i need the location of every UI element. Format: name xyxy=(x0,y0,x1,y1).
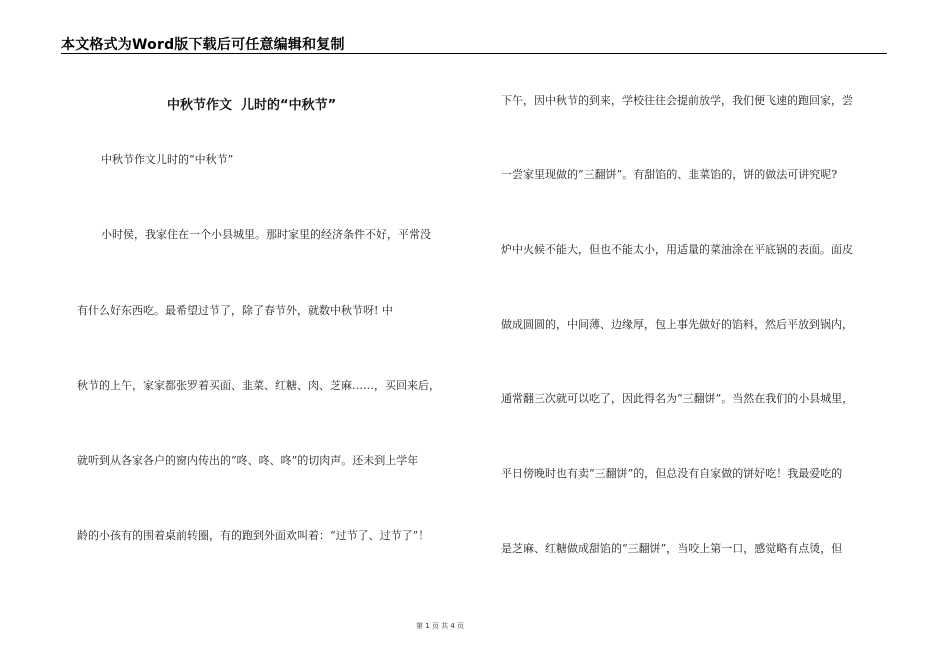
right-line-2: 一尝家里现做的“三翻饼”。有甜馅的、韭菜馅的，饼的做法可讲究呢? xyxy=(501,168,838,181)
left-line-subtitle: 中秋节作文儿时的“中秋节” xyxy=(101,153,234,166)
right-line-1: 下午，因中秋节的到来，学校往往会提前放学，我们便飞速的跑回家，尝 xyxy=(501,94,853,107)
page-number-footer: 第 1 页 共 4 页 xyxy=(415,622,465,630)
left-line-3: 有什么好东西吃。最希望过节了，除了春节外，就数中秋节呀! 中 xyxy=(77,304,393,317)
right-line-3: 炉中火候不能大，但也不能太小，用适量的菜油涂在平底锅的表面。面皮 xyxy=(501,243,853,256)
left-line-5: 就听到从各家各户的窗内传出的“咚、咚、咚”的切肉声。还未到上学年 xyxy=(77,454,419,467)
left-line-2: 小时侯，我家住在一个小县城里。那时家里的经济条件不好，平常没 xyxy=(101,228,431,241)
left-line-6: 龄的小孩有的围着桌前转圈，有的跑到外面欢叫着：“过节了、过节了”！ xyxy=(77,529,430,542)
right-line-7: 是芝麻、红糖做成甜馅的“三翻饼”，当咬上第一口，感觉略有点烫，但 xyxy=(501,542,843,555)
right-line-5: 通常翻三次就可以吃了，因此得名为“三翻饼”。当然在我们的小县城里， xyxy=(501,392,854,405)
right-line-4: 做成圆圆的，中间薄、边缘厚，包上事先做好的馅料，然后平放到锅内， xyxy=(501,318,853,331)
document-header: 本文格式为Word版下载后可任意编辑和复制 xyxy=(61,37,345,53)
document-title: 中秋节作文 儿时的“中秋节” xyxy=(167,98,337,113)
right-line-6: 平日傍晚时也有卖“三翻饼”的，但总没有自家做的饼好吃！我最爱吃的 xyxy=(501,467,843,480)
left-line-4: 秋节的上午，家家都张罗着买面、韭菜、红糖、肉、芝麻……，买回来后， xyxy=(77,379,440,392)
header-divider xyxy=(61,53,887,54)
